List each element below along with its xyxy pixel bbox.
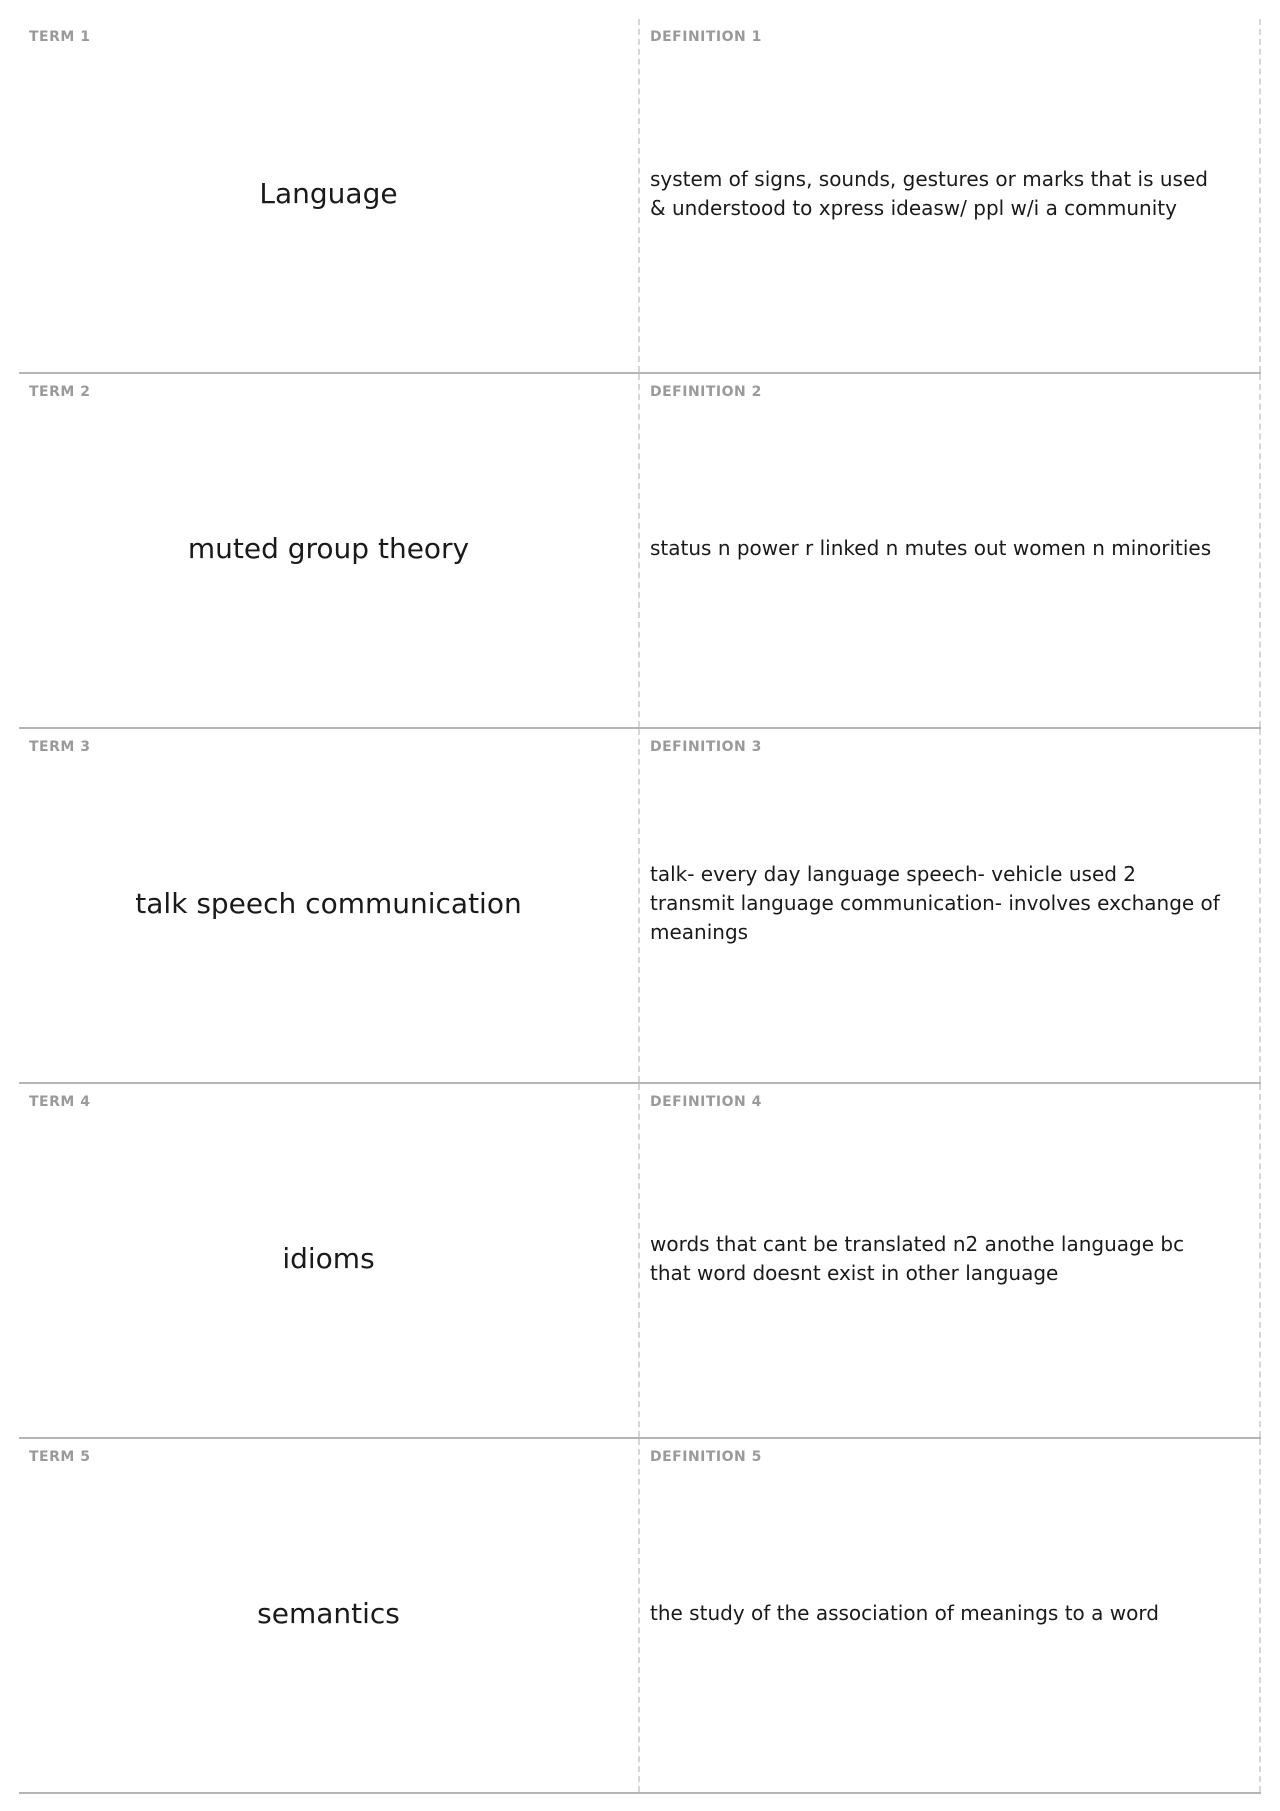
term-cell — [19, 374, 640, 727]
term-label: TERM 5 — [29, 1449, 91, 1465]
definition-label: DEFINITION 2 — [650, 384, 762, 400]
term-cell — [19, 1084, 640, 1437]
definition-cell — [640, 729, 1261, 1082]
term-cell — [19, 19, 640, 372]
definition-cell — [640, 374, 1261, 727]
definition-text: talk- every day language speech- vehicle used 2 transmit language communication- involves exchange of meanings — [650, 862, 1220, 944]
definition-cell — [640, 1084, 1261, 1437]
flashcard-row — [19, 374, 1261, 729]
flashcard-row — [19, 1439, 1261, 1794]
term-label: TERM 2 — [29, 384, 91, 400]
definition-text-wrap — [650, 1439, 1223, 1792]
definition-label: DEFINITION 5 — [650, 1449, 762, 1465]
term-label: TERM 4 — [29, 1094, 91, 1110]
term-text: muted group theory — [187, 532, 470, 565]
term-text: idioms — [282, 1242, 375, 1275]
definition-label: DEFINITION 1 — [650, 29, 762, 45]
flashcard-row — [19, 1084, 1261, 1439]
definition-text: status n power r linked n mutes out women n minorities — [650, 536, 1212, 560]
definition-text-wrap — [650, 374, 1223, 727]
term-text: semantics — [257, 1597, 400, 1630]
definition-text: system of signs, sounds, gestures or marks that is used & understood to xpress ideasw/ ppl w/i a community — [650, 166, 1208, 220]
definition-text: words that cant be translated n2 anothe language bc that word doesnt exist in other language — [650, 1231, 1185, 1285]
term-text: Language — [259, 177, 398, 210]
term-cell — [19, 1439, 640, 1792]
definition-label: DEFINITION 4 — [650, 1094, 762, 1110]
term-label: TERM 1 — [29, 29, 91, 45]
definition-cell — [640, 19, 1261, 372]
flashcard-row — [19, 19, 1261, 374]
definition-cell — [640, 1439, 1261, 1792]
flashcard-row — [19, 729, 1261, 1084]
term-cell — [19, 729, 640, 1082]
definition-text: the study of the association of meanings to a word — [650, 1601, 1159, 1625]
term-label: TERM 3 — [29, 739, 91, 755]
term-text: talk speech communication — [135, 887, 522, 920]
definition-label: DEFINITION 3 — [650, 739, 762, 755]
flashcard-sheet — [19, 19, 1261, 1794]
definition-text-wrap — [650, 19, 1223, 372]
definition-text-wrap — [650, 729, 1223, 1082]
definition-text-wrap — [650, 1084, 1223, 1437]
